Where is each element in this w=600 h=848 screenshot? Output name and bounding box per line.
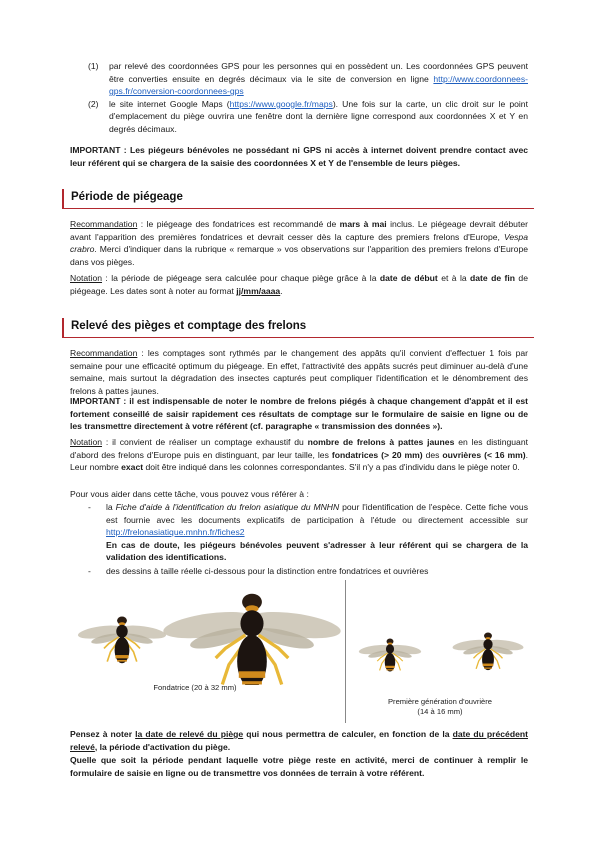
help-bullets bbox=[70, 501, 528, 578]
closing-note-1 bbox=[70, 728, 528, 753]
section-heading-releve bbox=[62, 318, 534, 338]
bullet-dash: - bbox=[88, 502, 91, 512]
text: qui nous permettra de calculer, en fonction de la bbox=[243, 729, 453, 739]
text: pour l'identification de l'espèce. Cette fiche vous est fournie avec les documents explicatifs de participation à l'étude ou directement accessible sur bbox=[106, 502, 528, 525]
fondatrice-small-illustration bbox=[77, 617, 167, 664]
recommandation-label: Recommandation bbox=[70, 348, 138, 358]
bold-text: nombre de frelons à pattes jaunes bbox=[307, 437, 455, 447]
section-title: Période de piégeage bbox=[71, 191, 183, 203]
text: . Merci d'indiquer dans la rubrique « remarque » vos observations sur l'apparition des premiers frelons d'Europe dans vos pièges. bbox=[70, 244, 528, 267]
bold-text: exact bbox=[121, 462, 144, 473]
text: en les distinguant d'abord des frelons d'Europe puis en distinguant, par leur taille, les bbox=[70, 437, 528, 460]
gps-method-2 bbox=[88, 98, 528, 136]
periode-notation bbox=[70, 272, 528, 297]
text: inclus. Le piégeage devrait débuter avant l'apparition des premières fondatrices et devrait cesser dès la capture des premiers frelons d'Europe, bbox=[70, 219, 528, 242]
text: . Leur nombre bbox=[70, 449, 528, 473]
recommandation-label: Recommandation bbox=[70, 219, 138, 229]
gps-method-1 bbox=[88, 60, 528, 98]
bold-text: fondatrices (> 20 mm) bbox=[331, 449, 423, 460]
gps-method-list bbox=[88, 60, 528, 136]
section-title: Relevé des pièges et comptage des frelons bbox=[71, 320, 307, 332]
periode-recommandation bbox=[70, 218, 528, 268]
text: : le piégeage des fondatrices est recommandé de bbox=[137, 219, 340, 229]
releve-notation bbox=[70, 436, 528, 474]
gps-method-2-text-a: le site internet Google Maps ( bbox=[109, 98, 230, 109]
bold-text: En cas de doute, les piégeurs bénévoles peuvent s'adresser à leur référent qui se chargera de la validation des identifications. bbox=[106, 539, 528, 563]
bold-text: date de fin bbox=[470, 273, 516, 283]
bold-text: Quelle que soit la période pendant laquelle votre piège reste en activité, merci de continuer à remplir le formulaire de saisie en ligne ou de transmettre vos données de terrain à votre référent. bbox=[70, 755, 528, 778]
fondatrice-large-illustration bbox=[162, 594, 343, 685]
caption-text: (14 à 16 mm) bbox=[417, 707, 463, 716]
text: , la période d'activation du piège. bbox=[94, 741, 231, 752]
text: des dessins à taille réelle ci-dessous pour la distinction entre fondatrices et ouvrières bbox=[106, 565, 429, 576]
text: : la période de piégeage sera calculée pour chaque piège grâce à la bbox=[102, 273, 380, 283]
fiche-title: Fiche d'aide à l'identification du frelon asiatique du MNHN bbox=[115, 502, 340, 512]
releve-recommandation bbox=[70, 347, 528, 397]
bold-text: date de début bbox=[379, 273, 438, 283]
underlined-text: date du précédent relevé bbox=[70, 729, 528, 752]
date-format: jj/mm/aaaa bbox=[236, 285, 281, 296]
bold-text: mars à mai bbox=[339, 219, 387, 229]
species-name: Vespa crabro bbox=[70, 231, 528, 255]
text: : il convient de réaliser un comptage exhaustif du bbox=[102, 437, 308, 447]
text: la bbox=[106, 502, 116, 512]
hornet-illustrations bbox=[0, 575, 600, 685]
caption-fondatrice bbox=[120, 683, 270, 693]
text: doit être indiqué dans les colonnes correspondantes. S'il n'y a pas d'individu dans le piège noter 0. bbox=[143, 462, 520, 473]
important-text: IMPORTANT : il est indispensable de noter le nombre de frelons piégés à chaque changement d'appât et il est fortement conseillé de saisir rapidement ces résultats de comptage sur le formulaire de saisie en ligne ou de les transmettre directement à votre référent (cf. paragraphe « transmission des données »). bbox=[70, 396, 528, 432]
text: des bbox=[422, 449, 443, 460]
ouvriere-small-illustration bbox=[358, 639, 421, 672]
text: : les comptages sont rythmés par le changement des appâts qu'il convient d'effectuer 1 fois par semaine pour une efficacité optimum du piégeage. En effet, l'attractivité des appâts sucrés peut diminuer au-delà d'une semaine, mais surtout la dégradation des insectes capturés peut compliquer l'identification et le dénombrement des frelons à pattes jaunes. bbox=[70, 348, 528, 396]
important-gps-text: IMPORTANT : Les piégeurs bénévoles ne possédant ni GPS ni accès à internet doivent prendre contact avec leur référent qui se chargera de la saisie des coordonnées X et Y de l'ensemble de leurs pièges. bbox=[70, 145, 528, 168]
closing-note-2 bbox=[70, 754, 528, 779]
important-gps-note bbox=[70, 144, 528, 169]
text: Pensez à noter bbox=[70, 729, 136, 739]
gps-method-1-text: par relevé des coordonnées GPS pour les personnes qui en possèdent un. Les coordonnées GPS peuvent être converties ensuite en degrés décimaux via le site de conversion en ligne bbox=[109, 61, 528, 84]
google-maps-link[interactable]: https://www.google.fr/maps bbox=[229, 98, 333, 109]
text: de piégeage. Les dates sont à noter au format bbox=[70, 273, 528, 296]
text: . bbox=[280, 285, 283, 296]
caption-text: Première génération d'ouvrière bbox=[387, 697, 493, 706]
ouvriere-medium-illustration bbox=[452, 633, 524, 671]
caption-ouvriere bbox=[360, 697, 520, 717]
underlined-text: la date de relevé du piège bbox=[135, 729, 244, 739]
list-number: (1) bbox=[88, 61, 99, 71]
notation-label: Notation bbox=[70, 273, 103, 283]
gps-conversion-link[interactable]: http://www.coordonnees-gps.fr/conversion-coordonnees-gps bbox=[109, 73, 528, 97]
bullet-item-fiche bbox=[70, 501, 528, 564]
bold-text: ouvrières (< 16 mm) bbox=[442, 449, 526, 460]
gps-method-2-text-b: ). Une fois sur la carte, un clic droit sur le point d'emplacement du piège ouvrira une fenêtre dont la dernière ligne correspond aux coordonnées X et Y en degrés décimaux. bbox=[109, 98, 528, 134]
list-number: (2) bbox=[88, 98, 99, 109]
help-intro bbox=[70, 488, 528, 501]
text: et à la bbox=[437, 273, 471, 283]
text: Pour vous aider dans cette tâche, vous pouvez vous référer à : bbox=[70, 489, 309, 499]
bullet-dash: - bbox=[88, 565, 91, 576]
mnhn-fiche-link[interactable]: http://frelonasiatique.mnhn.fr/fiches2 bbox=[106, 527, 245, 538]
notation-label: Notation bbox=[70, 437, 103, 447]
releve-important bbox=[70, 395, 528, 433]
caption-text: Fondatrice (20 à 32 mm) bbox=[153, 683, 237, 692]
section-heading-periode bbox=[62, 189, 534, 209]
